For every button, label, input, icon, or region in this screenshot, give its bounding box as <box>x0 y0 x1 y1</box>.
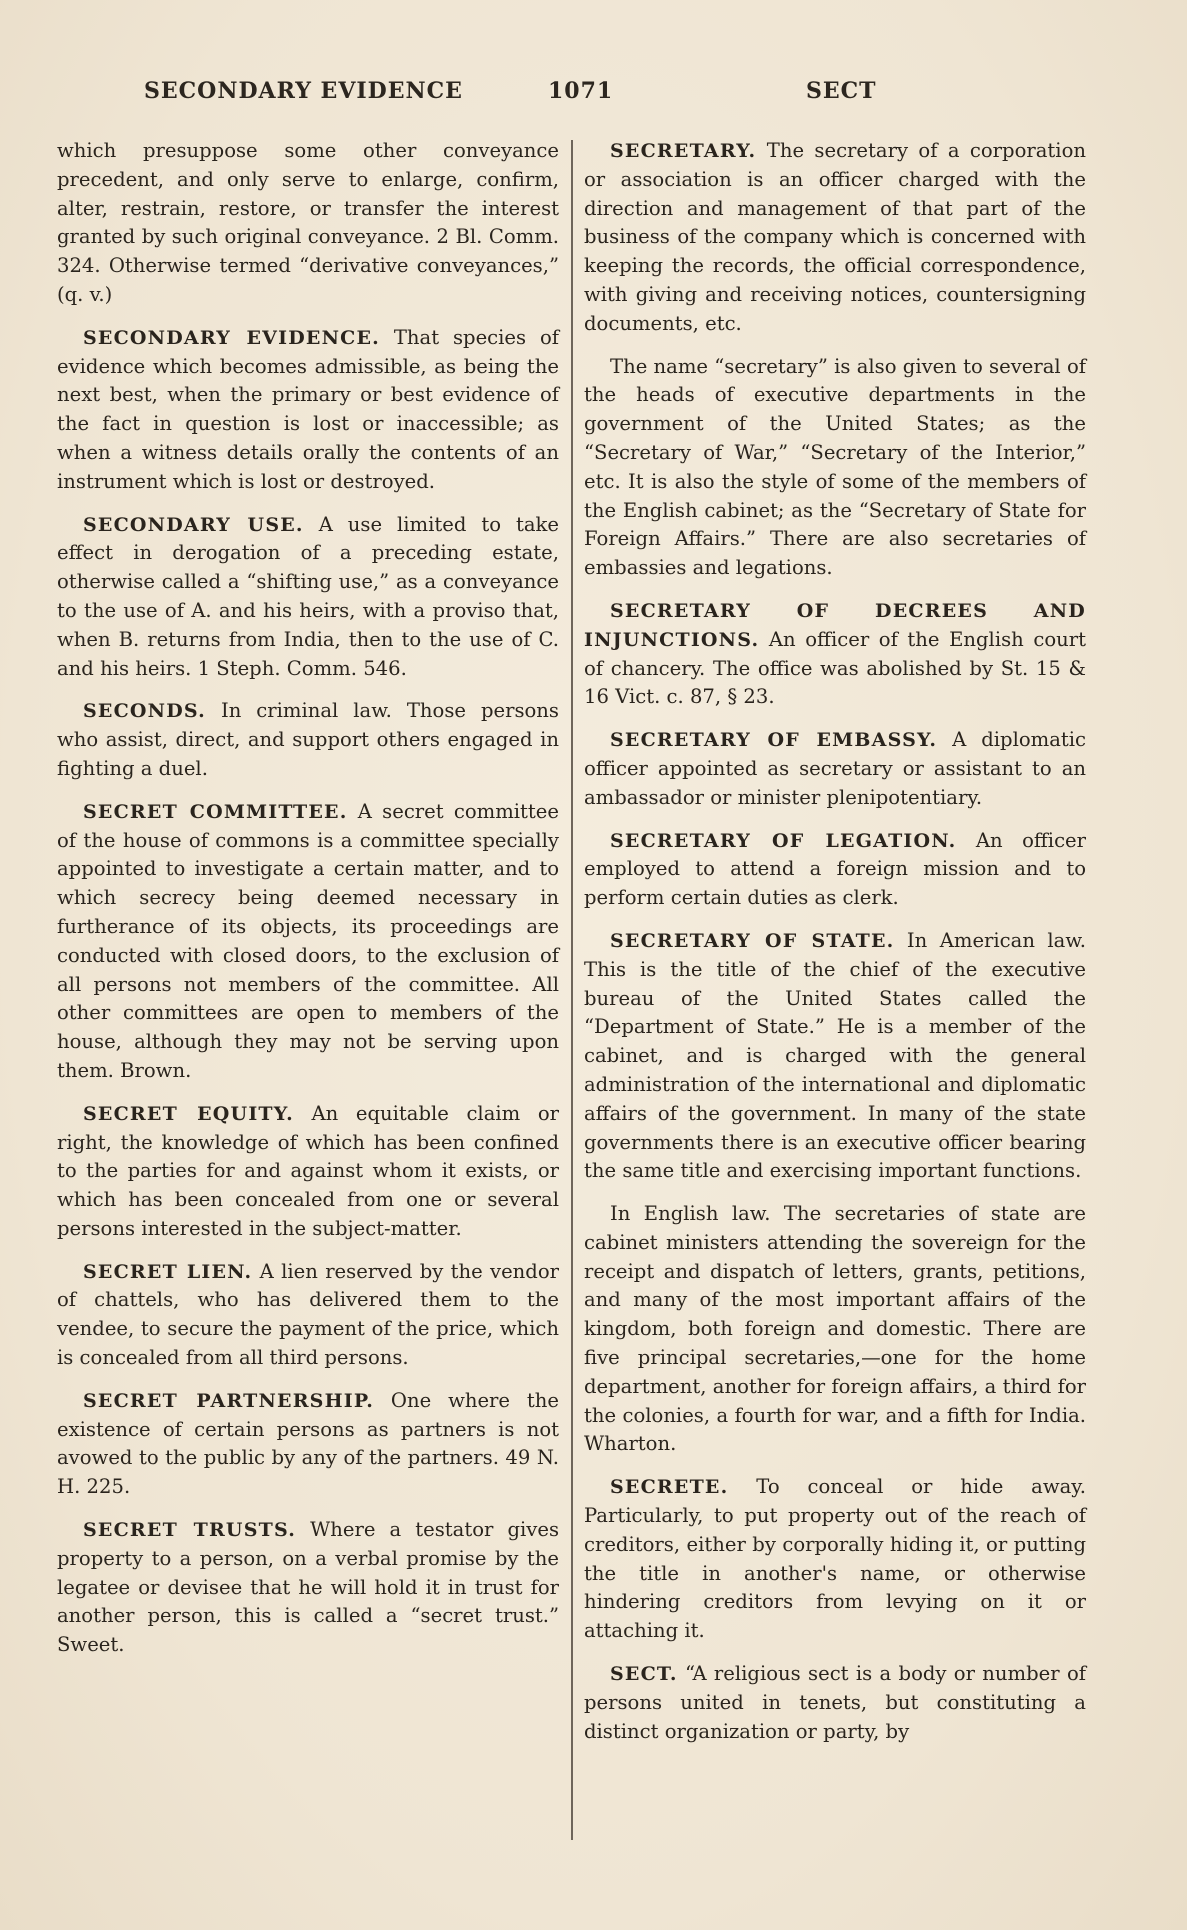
entry-text: An officer employed to attend a foreign mission and to perform certain duties as clerk. <box>584 828 1087 910</box>
entry-term: SECRETARY OF STATE. <box>610 929 895 952</box>
entry-secretary-of-embassy <box>584 726 1086 812</box>
entry-text: In criminal law. Those persons who assist, direct, and support others engaged in fighting a duel. <box>57 699 559 780</box>
entry-term: SECRET PARTNERSHIP. <box>83 1389 375 1412</box>
header-left-guide-word: SECONDARY EVIDENCE <box>144 78 463 104</box>
entry-term: SECT. <box>610 1663 678 1686</box>
entry-secretary-of-state <box>584 927 1086 1186</box>
entry-sect <box>584 1660 1086 1746</box>
entry-secretary-paragraph-2 <box>584 353 1086 583</box>
entry-term: SECRET EQUITY. <box>83 1102 294 1125</box>
right-column <box>584 137 1086 1760</box>
entry-term: SECRET COMMITTEE. <box>83 800 348 823</box>
entry-seconds <box>57 697 559 783</box>
entry-text: A use limited to take effect in derogation of a preceding estate, otherwise called a “shifting use,” as a conveyance to the use of A. and his heirs, with a proviso that, when B. returns from India, then to the use of C. and his heirs. 1 Steph. Comm. 546. <box>57 512 559 680</box>
entry-term: SECRETARY OF DECREES AND INJUNCTIONS. <box>584 599 1086 651</box>
left-column <box>57 137 559 1674</box>
entry-secrete <box>584 1473 1086 1646</box>
entry-text: Where a testator gives property to a person, on a verbal promise by the legatee or devisee that he will hold it in trust for another person, this is called a “secret trust.” Sweet. <box>57 1518 560 1657</box>
entry-secretary-of-legation <box>584 827 1086 913</box>
entry-secretary-of-decrees <box>584 597 1086 712</box>
entry-text: The secretary of a corporation or association is an officer charged with the direction and management of that part of the business of the company which is concerned with keeping the records, the official correspondence, with giving and receiving notices, countersigning documents, etc. <box>584 139 1086 335</box>
entry-secret-equity <box>57 1100 559 1244</box>
entry-text: A lien reserved by the vendor of chattels, who has delivered them to the vendee, to secure the payment of the price, which is concealed from all third persons. <box>57 1259 560 1370</box>
entry-secretary <box>584 137 1086 339</box>
entry-text: In English law. The secretaries of state are cabinet ministers attending the sovereign for the receipt and dispatch of letters, grants, petitions, and many of the most important affairs of the kingdom, both foreign and domestic. There are five principal secretaries,—one for the home department, another for foreign affairs, a third for the colonies, a fourth for war, and a fifth for India. Wharton. <box>584 1202 1086 1456</box>
entry-term: SECRETARY OF EMBASSY. <box>610 729 938 752</box>
entry-text: A secret committee of the house of commons is a committee specially appointed to investigate a certain matter, and to which secrecy being deemed necessary in furtherance of its objects, its proceedings are conducted with closed doors, to the exclusion of all persons not members of the committee. All other committees are open to members of the house, although they may not be serving upon them. Brown. <box>57 799 559 1082</box>
entry-term: SECRET LIEN. <box>83 1260 253 1283</box>
entry-term: SECRETARY OF LEGATION. <box>610 829 957 852</box>
entry-text: In American law. This is the title of the chief of the executive bureau of the United States called the “Department of State.” He is a member of the cabinet, and is charged with the general administration of the international and diplomatic affairs of the government. In many of the state governments there is an executive officer bearing the same title and exercising important functions. <box>584 928 1087 1183</box>
entry-term: SECONDARY USE. <box>83 513 304 536</box>
running-header <box>0 78 1187 108</box>
entry-term: SECONDARY EVIDENCE. <box>83 326 380 349</box>
entry-text: An officer of the English court of chancery. The office was abolished by St. 15 & 16 Vict. c. 87, § 23. <box>584 627 1086 709</box>
entry-secondary-evidence <box>57 324 559 497</box>
entry-text: One where the existence of certain persons as partners is not avowed to the public by any of the partners. 49 N. H. 225. <box>57 1388 559 1499</box>
entry-secret-partnership <box>57 1387 559 1502</box>
entry-term: SECONDS. <box>83 700 206 723</box>
entry-text: That species of evidence which becomes admissible, as being the next best, when the primary or best evidence of the fact in question is lost or inaccessible; as when a witness details orally the contents of an instrument which is lost or destroyed. <box>57 325 559 493</box>
entry-secret-trusts <box>57 1516 559 1660</box>
entry-text: The name “secretary” is also given to several of the heads of executive departments in the government of the United States; as the “Secretary of War,” “Secretary of the Interior,” etc. It is also the style of some of the members of the English cabinet; as the “Secretary of State for Foreign Affairs.” There are also secretaries of embassies and legations. <box>584 354 1086 580</box>
entry-text: which presuppose some other conveyance precedent, and only serve to enlarge, confirm, alter, restrain, restore, or transfer the interest granted by such original conveyance. 2 Bl. Comm. 324. Otherwise termed “derivative conveyances,” (q. v.) <box>57 139 559 306</box>
entry-secretary-of-state-english-law <box>584 1200 1086 1459</box>
header-right-guide-word: SECT <box>806 78 877 104</box>
entry-secondary-use <box>57 511 559 684</box>
entry-text: “A religious sect is a body or number of persons united in tenets, but constituting a distinct organization or party, by <box>584 1662 1086 1743</box>
entry-text: An equitable claim or right, the knowledge of which has been confined to the parties for and against whom it exists, or which has been concealed from one or several persons interested in the subject-matter. <box>57 1101 559 1240</box>
entry-term: SECRETE. <box>610 1476 729 1499</box>
column-divider <box>571 140 573 1840</box>
entry-term: SECRETARY. <box>610 140 757 162</box>
entry-secret-lien <box>57 1258 559 1373</box>
entry-continuation <box>57 137 559 310</box>
entry-term: SECRET TRUSTS. <box>83 1519 297 1542</box>
entry-text: A diplomatic officer appointed as secretary or assistant to an ambassador or minister plenipotentiary. <box>584 728 1087 809</box>
entry-secret-committee <box>57 798 559 1086</box>
page-number: 1071 <box>548 78 614 104</box>
entry-text: To conceal or hide away. Particularly, to put property out of the reach of creditors, either by corporally hiding it, or putting the title in another's name, or otherwise hindering creditors from levying on it or attaching it. <box>584 1475 1086 1643</box>
